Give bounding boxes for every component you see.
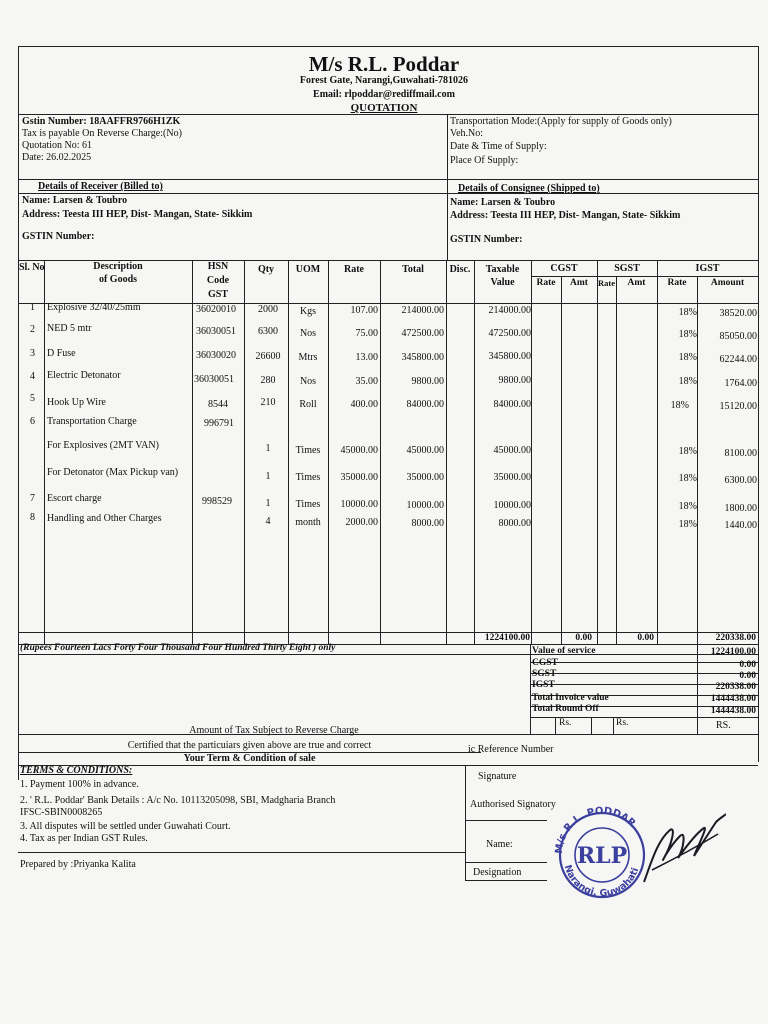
summary-round-off: 1444438.00 bbox=[710, 706, 756, 716]
row-2-total: 472500.00 bbox=[401, 328, 444, 339]
designation-label: Designation bbox=[473, 867, 522, 878]
rs-cell-3: RS. bbox=[716, 720, 731, 731]
row-7-hsn: 998529 bbox=[202, 496, 232, 507]
row-5-total: 84000.00 bbox=[406, 399, 444, 410]
row-7-igst-rate: 18% bbox=[678, 501, 697, 512]
summary-round-off-label: Total Round Off bbox=[532, 704, 599, 714]
receiver-gstin: GSTIN Number: bbox=[22, 231, 95, 242]
col-hsn: HSN bbox=[207, 261, 229, 272]
col-cgst: CGST bbox=[550, 263, 578, 274]
row-3-taxable: 345800.00 bbox=[488, 351, 531, 362]
col-line bbox=[616, 276, 617, 644]
row-4-igst-rate: 18% bbox=[678, 376, 697, 387]
summary-left-edge bbox=[530, 644, 531, 734]
stamp-logo-text: RLP bbox=[576, 843, 628, 869]
col-desc: Description bbox=[93, 261, 143, 272]
frame-left bbox=[18, 46, 19, 780]
row-2-hsn: 36030051 bbox=[196, 326, 236, 337]
col-taxable: Taxable bbox=[485, 264, 520, 275]
signature-label: Signature bbox=[478, 771, 517, 782]
row-6b-rate: 35000.00 bbox=[340, 472, 378, 483]
rs-cell-line bbox=[555, 717, 556, 734]
frame-top bbox=[18, 46, 758, 47]
row-3-rate: 13.00 bbox=[355, 352, 378, 363]
row-7-desc: Escort charge bbox=[47, 493, 102, 504]
reference-number-label: ic Reference Number bbox=[468, 744, 554, 755]
col-uom: UOM bbox=[295, 264, 321, 275]
row-6a-rate: 45000.00 bbox=[340, 445, 378, 456]
row-8-rate: 2000.00 bbox=[345, 517, 378, 528]
col-cgst-amt: Amt bbox=[570, 278, 588, 288]
summary-rule bbox=[18, 654, 758, 655]
row-6-desc: Transportation Charge bbox=[47, 416, 137, 427]
rule-sign bbox=[465, 820, 547, 821]
consignee-gstin: GSTIN Number: bbox=[450, 234, 523, 245]
rs-cell-1: Rs. bbox=[559, 718, 572, 728]
row-1-igst-rate: 18% bbox=[678, 307, 697, 318]
stamp-ring-bottom-text: Narangi, Guwahati bbox=[561, 863, 642, 900]
total-taxable: 1224100.00 bbox=[484, 633, 530, 643]
signatory-name-label: Name: bbox=[486, 839, 513, 850]
row-8-taxable: 8000.00 bbox=[498, 518, 531, 529]
row-1-igst-amt: 38520.00 bbox=[719, 308, 757, 319]
row-8-igst-amt: 1440.00 bbox=[724, 520, 757, 531]
row-5-desc: Hook Up Wire bbox=[47, 397, 106, 408]
row-8-total: 8000.00 bbox=[411, 518, 444, 529]
row-3-hsn: 36030020 bbox=[196, 350, 236, 361]
rs-cell-line bbox=[591, 717, 592, 734]
col-sl: Sl. No bbox=[19, 262, 45, 273]
row-8-sl: 8 bbox=[30, 512, 35, 523]
row-4-igst-amt: 1764.00 bbox=[724, 378, 757, 389]
col-igst: IGST bbox=[695, 263, 720, 274]
col-desc-2: of Goods bbox=[98, 274, 138, 285]
row-5-uom: Roll bbox=[299, 399, 317, 410]
row-6b-uom: Times bbox=[295, 472, 321, 483]
col-disc: Disc. bbox=[449, 264, 471, 275]
summary-value-of-service: 1224100.00 bbox=[710, 647, 756, 657]
row-6a-igst-amt: 8100.00 bbox=[724, 448, 757, 459]
row-4-hsn: 36030051 bbox=[194, 374, 234, 385]
gstin-number: Gstin Number: 18AAFFR9766H1ZK bbox=[22, 116, 181, 127]
row-1-desc: Explosive 32/40/25mm bbox=[47, 302, 141, 313]
col-qty: Qty bbox=[257, 264, 275, 275]
row-3-desc: D Fuse bbox=[47, 348, 76, 359]
col-hsn-3: GST bbox=[207, 289, 228, 300]
row-1-total: 214000.00 bbox=[401, 305, 444, 316]
prepared-by: Prepared by :Priyanka Kalita bbox=[20, 859, 136, 870]
col-igst-amount: Amount bbox=[710, 278, 745, 288]
row-6-sl: 6 bbox=[30, 416, 35, 427]
row-2-rate: 75.00 bbox=[355, 328, 378, 339]
supply-datetime: Date & Time of Supply: bbox=[450, 141, 547, 152]
rule-header bbox=[18, 114, 758, 115]
row-3-total: 345800.00 bbox=[401, 352, 444, 363]
row-7-uom: Times bbox=[295, 499, 321, 510]
summary-cgst: 0.00 bbox=[739, 660, 756, 670]
row-6b-total: 35000.00 bbox=[406, 472, 444, 483]
receiver-address: Address: Teesta III HEP, Dist- Mangan, State- Sikkim bbox=[22, 209, 253, 220]
row-8-uom: month bbox=[295, 517, 321, 528]
row-5-igst-rate: 18% bbox=[670, 400, 689, 411]
term-1: 1. Payment 100% in advance. bbox=[20, 779, 139, 790]
summary-total-invoice-label: Total Invoice value bbox=[532, 693, 609, 703]
total-igst: 220338.00 bbox=[715, 633, 756, 643]
col-cgst-rate: Rate bbox=[536, 278, 556, 288]
row-2-uom: Nos bbox=[299, 328, 317, 339]
row-6a-total: 45000.00 bbox=[406, 445, 444, 456]
row-3-igst-amt: 62244.00 bbox=[719, 354, 757, 365]
row-6a-uom: Times bbox=[295, 445, 321, 456]
row-7-qty: 1 bbox=[265, 498, 271, 509]
col-hsn-2: Code bbox=[206, 275, 230, 286]
row-2-igst-rate: 18% bbox=[678, 329, 697, 340]
col-sgst-amt: Amt bbox=[627, 278, 646, 288]
rs-cell-2: Rs. bbox=[616, 718, 629, 728]
firm-name: M/s R.L. Poddar bbox=[308, 52, 460, 76]
row-7-taxable: 10000.00 bbox=[493, 500, 531, 511]
consignee-heading: Details of Consignee (Shipped to) bbox=[458, 183, 600, 194]
reverse-charge-label: Amount of Tax Subject to Reverse Charge bbox=[189, 725, 359, 736]
rule-designation bbox=[465, 862, 547, 863]
row-4-sl: 4 bbox=[30, 371, 35, 382]
rule-parties-head bbox=[18, 193, 758, 194]
col-line bbox=[192, 260, 193, 644]
row-1-taxable: 214000.00 bbox=[488, 305, 531, 316]
row-1-hsn: 36020010 bbox=[196, 304, 236, 315]
summary-igst: 220338.00 bbox=[715, 682, 756, 692]
row-7-igst-amt: 1800.00 bbox=[724, 503, 757, 514]
col-sgst: SGST bbox=[614, 263, 640, 274]
row-2-taxable: 472500.00 bbox=[488, 328, 531, 339]
row-5-rate: 400.00 bbox=[350, 399, 378, 410]
row-2-desc: NED 5 mtr bbox=[47, 323, 92, 334]
term-2-ifsc: IFSC-SBIN0008265 bbox=[20, 807, 103, 818]
col-line bbox=[446, 260, 447, 644]
company-stamp bbox=[548, 800, 726, 900]
frame-right bbox=[758, 46, 759, 762]
consignee-address: Address: Teesta III HEP, Dist- Mangan, State- Sikkim bbox=[450, 210, 681, 221]
col-line bbox=[561, 276, 562, 644]
row-1-uom: Kgs bbox=[299, 306, 317, 317]
rule-signature-bottom bbox=[465, 880, 547, 881]
rule-parties bbox=[18, 179, 758, 180]
row-6a-desc: For Explosives (2MT VAN) bbox=[47, 440, 159, 451]
row-8-igst-rate: 18% bbox=[678, 519, 697, 530]
row-4-rate: 35.00 bbox=[355, 376, 378, 387]
row-2-sl: 2 bbox=[30, 324, 35, 335]
row-4-taxable: 9800.00 bbox=[498, 375, 531, 386]
summary-sgst: 0.00 bbox=[739, 671, 756, 681]
firm-address: Forest Gate, Narangi,Guwahati-781026 bbox=[299, 75, 469, 86]
row-6b-taxable: 35000.00 bbox=[493, 472, 531, 483]
summary-cgst-label: CGST bbox=[532, 658, 558, 668]
row-5-taxable: 84000.00 bbox=[493, 399, 531, 410]
row-4-qty: 280 bbox=[260, 375, 276, 386]
quotation-number: Quotation No: 61 bbox=[22, 140, 92, 151]
col-rate: Rate bbox=[344, 264, 364, 275]
row-6-hsn: 996791 bbox=[204, 418, 234, 429]
authorised-signatory-label: Authorised Signatory bbox=[470, 799, 556, 810]
info-divider bbox=[447, 114, 448, 260]
consignee-name: Name: Larsen & Toubro bbox=[450, 197, 556, 208]
term-3: 3. All disputes will be settled under Guwahati Court. bbox=[20, 821, 231, 832]
rs-cell-line bbox=[613, 717, 614, 734]
amount-in-words: (Rupees Fourteen Lacs Forty Four Thousand Four Hundred Thirty Eight ) only bbox=[20, 643, 336, 653]
row-6a-taxable: 45000.00 bbox=[493, 445, 531, 456]
row-8-qty: 4 bbox=[265, 516, 271, 527]
col-igst-rate: Rate bbox=[667, 278, 687, 288]
handwritten-signature bbox=[644, 814, 726, 882]
summary-igst-label: IGST bbox=[532, 680, 555, 690]
row-3-uom: Mtrs bbox=[298, 352, 318, 363]
col-line bbox=[597, 260, 598, 644]
row-1-sl: 1 bbox=[30, 302, 35, 313]
row-7-total: 10000.00 bbox=[406, 500, 444, 511]
row-5-hsn: 8544 bbox=[208, 399, 228, 410]
receiver-name: Name: Larsen & Toubro bbox=[22, 195, 128, 206]
total-sgst: 0.00 bbox=[637, 633, 654, 643]
summary-value-of-service-label: Value of service bbox=[532, 646, 596, 656]
row-7-rate: 10000.00 bbox=[340, 499, 378, 510]
term-4: 4. Tax as per Indian GST Rules. bbox=[20, 833, 148, 844]
row-4-desc: Electric Detonator bbox=[47, 370, 121, 381]
receiver-heading: Details of Receiver (Billed to) bbox=[38, 181, 163, 192]
col-taxable-2: Value bbox=[490, 277, 515, 288]
row-6b-desc: For Detonator (Max Pickup van) bbox=[47, 467, 179, 478]
terms-title: TERMS & CONDITIONS: bbox=[20, 765, 133, 776]
row-6b-igst-rate: 18% bbox=[678, 473, 697, 484]
stamp-ring-top-text: M/s R.L. PODDAR bbox=[553, 805, 638, 855]
row-1-rate: 107.00 bbox=[350, 305, 378, 316]
certified-statement: Certified that the particuiars given above are true and correct bbox=[127, 740, 372, 751]
terms-of-sale-heading: Your Term & Condition of sale bbox=[183, 753, 316, 764]
col-line bbox=[531, 260, 532, 644]
place-of-supply: Place Of Supply: bbox=[450, 155, 519, 166]
row-2-qty: 6300 bbox=[258, 326, 278, 337]
row-6a-qty: 1 bbox=[265, 443, 271, 454]
row-2-igst-amt: 85050.00 bbox=[719, 331, 757, 342]
row-3-igst-rate: 18% bbox=[678, 352, 697, 363]
col-line bbox=[44, 260, 45, 644]
row-8-desc: Handling and Other Charges bbox=[47, 513, 162, 524]
row-3-qty: 26600 bbox=[255, 351, 281, 362]
total-cgst: 0.00 bbox=[575, 633, 592, 643]
row-5-qty: 210 bbox=[260, 397, 276, 408]
row-4-total: 9800.00 bbox=[411, 376, 444, 387]
firm-email: Email: rlpoddar@rediffmail.com bbox=[313, 89, 455, 100]
summary-total-invoice: 1444438.00 bbox=[710, 694, 756, 704]
row-5-igst-amt: 15120.00 bbox=[719, 401, 757, 412]
row-3-sl: 3 bbox=[30, 348, 35, 359]
row-1-qty: 2000 bbox=[258, 304, 278, 315]
quotation-date: Date: 26.02.2025 bbox=[22, 152, 92, 163]
row-4-uom: Nos bbox=[299, 376, 317, 387]
row-6b-igst-amt: 6300.00 bbox=[724, 475, 757, 486]
summary-sgst-label: SGST bbox=[532, 669, 557, 679]
transport-mode: Transportation Mode:(Apply for supply of Goods only) bbox=[450, 116, 672, 127]
row-5-sl: 5 bbox=[30, 393, 35, 404]
row-6b-qty: 1 bbox=[265, 471, 271, 482]
rule-prepared bbox=[18, 852, 465, 853]
document-title: QUOTATION bbox=[350, 102, 418, 114]
vehicle-number: Veh.No: bbox=[450, 128, 484, 139]
reverse-charge-status: Tax is payable On Reverse Charge:(No) bbox=[22, 128, 182, 139]
col-total: Total bbox=[402, 264, 424, 275]
term-2: 2. ' R.L. Poddar' Bank Details : A/c No. 10113205098, SBI, Madgharia Branch bbox=[20, 795, 336, 806]
row-7-sl: 7 bbox=[30, 493, 35, 504]
tax-subheader-rule bbox=[531, 276, 758, 277]
row-6a-igst-rate: 18% bbox=[678, 446, 697, 457]
col-sgst-rate: Rate bbox=[598, 278, 615, 288]
